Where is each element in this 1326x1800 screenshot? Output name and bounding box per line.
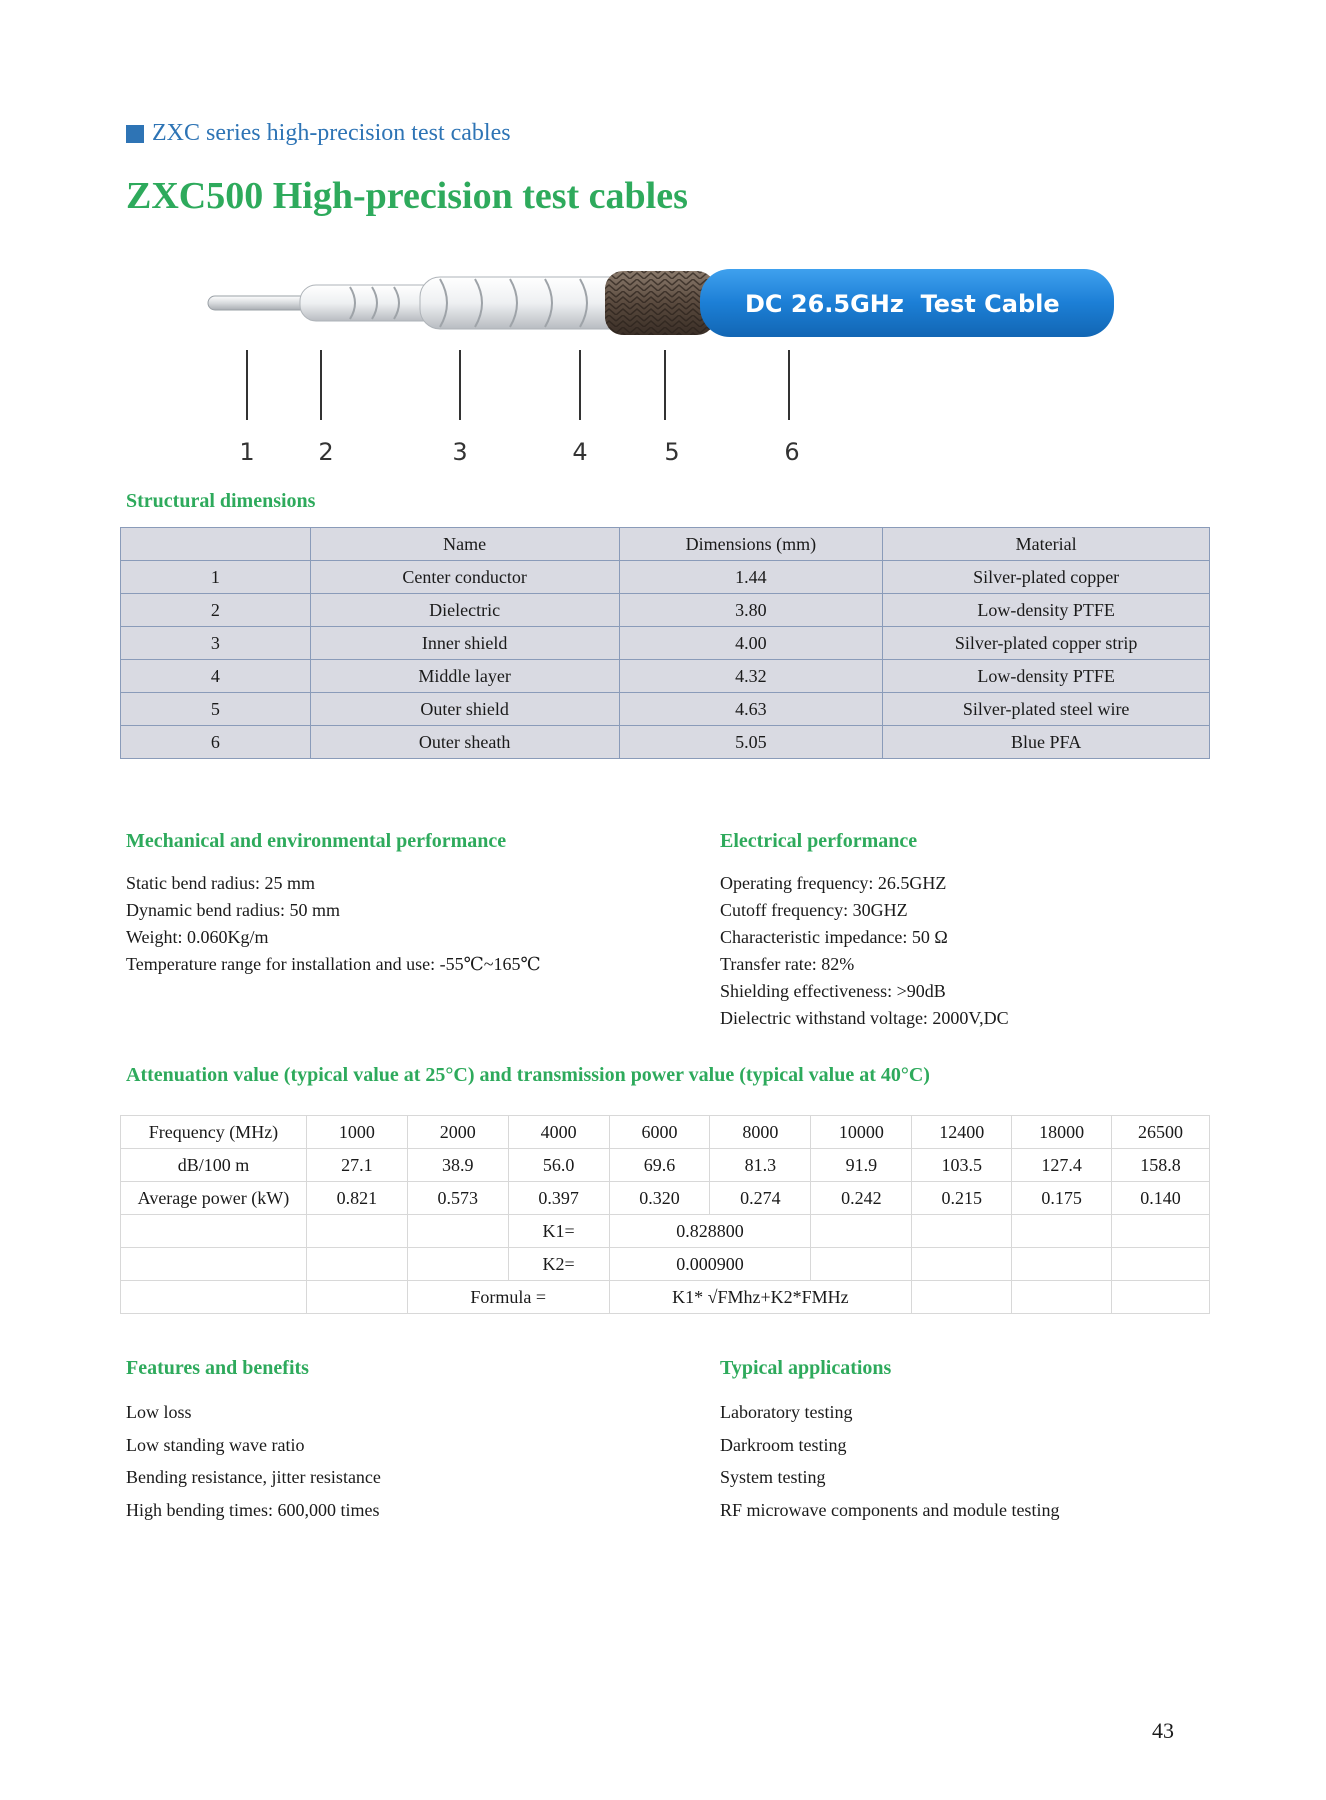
formula-label: Formula = — [407, 1281, 609, 1314]
table-cell: 2 — [121, 594, 311, 627]
table-cell: 91.9 — [811, 1149, 912, 1182]
table-cell: 0.175 — [1012, 1182, 1112, 1215]
table-cell: 5.05 — [619, 726, 883, 759]
table-cell: 6 — [121, 726, 311, 759]
table-cell: 8000 — [710, 1116, 811, 1149]
features-heading: Features and benefits — [126, 1357, 309, 1379]
table-cell: Middle layer — [310, 660, 619, 693]
table-cell: 0.397 — [508, 1182, 609, 1215]
k1-value: 0.828800 — [609, 1215, 811, 1248]
mechanical-list — [126, 870, 541, 978]
table-cell: 18000 — [1012, 1116, 1112, 1149]
column-header: Name — [310, 528, 619, 561]
table-cell: 0.320 — [609, 1182, 710, 1215]
electrical-heading: Electrical performance — [720, 830, 918, 852]
k2-value: 0.000900 — [609, 1248, 811, 1281]
k2-label: K2= — [508, 1248, 609, 1281]
table-cell: 0.274 — [710, 1182, 811, 1215]
series-heading-text: ZXC series high-precision test cables — [152, 120, 511, 146]
frequency-row — [121, 1116, 1210, 1149]
table-cell: Center conductor — [310, 561, 619, 594]
table-cell: 81.3 — [710, 1149, 811, 1182]
list-item: Transfer rate: 82% — [720, 954, 855, 974]
db-row — [121, 1149, 1210, 1182]
callout-lines — [247, 350, 789, 420]
list-item: Shielding effectiveness: >90dB — [720, 981, 946, 1001]
cable-structure-figure — [0, 255, 1326, 475]
table-row — [121, 693, 1210, 726]
electrical-list — [720, 870, 1009, 1032]
power-row — [121, 1182, 1210, 1215]
callout-1: 1 — [239, 438, 255, 466]
column-header: Dimensions (mm) — [619, 528, 883, 561]
table-cell: 4000 — [508, 1116, 609, 1149]
table-cell: Inner shield — [310, 627, 619, 660]
page-number: 43 — [1152, 1718, 1174, 1743]
table-cell: 103.5 — [912, 1149, 1012, 1182]
table-cell: 27.1 — [306, 1149, 407, 1182]
table-cell: 56.0 — [508, 1149, 609, 1182]
list-item: Low loss — [126, 1402, 192, 1422]
column-header — [121, 528, 311, 561]
dielectric-layer — [300, 285, 440, 321]
row-label: Frequency (MHz) — [121, 1116, 307, 1149]
table-cell: 1 — [121, 561, 311, 594]
applications-heading: Typical applications — [720, 1357, 892, 1379]
series-heading — [126, 120, 511, 147]
table-cell: 38.9 — [407, 1149, 508, 1182]
table-row — [121, 561, 1210, 594]
callout-6: 6 — [784, 438, 800, 466]
table-cell: 0.140 — [1112, 1182, 1210, 1215]
list-item: Characteristic impedance: 50 Ω — [720, 927, 948, 947]
table-cell: 1.44 — [619, 561, 883, 594]
table-cell: 158.8 — [1112, 1149, 1210, 1182]
callout-4: 4 — [572, 438, 588, 466]
table-cell: Outer sheath — [310, 726, 619, 759]
list-item: Dynamic bend radius: 50 mm — [126, 900, 340, 920]
list-item: High bending times: 600,000 times — [126, 1499, 380, 1520]
table-cell: 0.242 — [811, 1182, 912, 1215]
table-row — [121, 726, 1210, 759]
list-item: Temperature range for installation and use: -55℃~165℃ — [126, 954, 541, 974]
table-cell: 10000 — [811, 1116, 912, 1149]
attenuation-table — [120, 1115, 1210, 1314]
row-label: Average power (kW) — [121, 1182, 307, 1215]
k2-row — [121, 1248, 1210, 1281]
k1-label: K1= — [508, 1215, 609, 1248]
table-row — [121, 627, 1210, 660]
table-cell: Low-density PTFE — [883, 660, 1210, 693]
table-cell: Low-density PTFE — [883, 594, 1210, 627]
table-cell: Dielectric — [310, 594, 619, 627]
table-cell: 3 — [121, 627, 311, 660]
table-header-row — [121, 528, 1210, 561]
table-cell: 3.80 — [619, 594, 883, 627]
square-bullet-icon — [126, 125, 144, 143]
cable-label: DC 26.5GHz Test Cable — [745, 290, 1060, 318]
table-cell: 0.573 — [407, 1182, 508, 1215]
callout-5: 5 — [664, 438, 680, 466]
table-cell: 2000 — [407, 1116, 508, 1149]
k1-row — [121, 1215, 1210, 1248]
table-cell: 4 — [121, 660, 311, 693]
table-cell: Blue PFA — [883, 726, 1210, 759]
structural-table — [120, 527, 1210, 759]
mechanical-heading: Mechanical and environmental performance — [126, 830, 507, 852]
table-cell: Silver-plated copper — [883, 561, 1210, 594]
formula-row — [121, 1281, 1210, 1314]
attenuation-heading: Attenuation value (typical value at 25°C) and transmission power value (typical value at 40°C) — [126, 1064, 930, 1086]
table-cell: 4.63 — [619, 693, 883, 726]
list-item: Low standing wave ratio — [126, 1434, 305, 1455]
list-item: System testing — [720, 1467, 826, 1487]
table-row — [121, 660, 1210, 693]
callout-2: 2 — [318, 438, 334, 466]
applications-list — [720, 1396, 1059, 1526]
column-header: Material — [883, 528, 1210, 561]
table-cell: 5 — [121, 693, 311, 726]
list-item: Static bend radius: 25 mm — [126, 873, 315, 893]
table-cell: 1000 — [306, 1116, 407, 1149]
table-cell: Silver-plated copper strip — [883, 627, 1210, 660]
table-cell: 4.00 — [619, 627, 883, 660]
list-item: Darkroom testing — [720, 1434, 847, 1455]
table-cell: 6000 — [609, 1116, 710, 1149]
features-list — [126, 1396, 381, 1526]
structural-heading: Structural dimensions — [126, 490, 316, 512]
formula-value: K1* √FMhz+K2*FMHz — [609, 1281, 912, 1314]
row-label: dB/100 m — [121, 1149, 307, 1182]
table-cell: Outer shield — [310, 693, 619, 726]
table-cell: 12400 — [912, 1116, 1012, 1149]
callout-3: 3 — [452, 438, 468, 466]
page-title: ZXC500 High-precision test cables — [126, 175, 688, 217]
table-cell: 0.821 — [306, 1182, 407, 1215]
table-cell: 26500 — [1112, 1116, 1210, 1149]
list-item: Weight: 0.060Kg/m — [126, 927, 269, 947]
list-item: Cutoff frequency: 30GHZ — [720, 900, 908, 920]
table-row — [121, 594, 1210, 627]
list-item: Operating frequency: 26.5GHZ — [720, 873, 947, 893]
list-item: Dielectric withstand voltage: 2000V,DC — [720, 1008, 1009, 1028]
table-cell: 0.215 — [912, 1182, 1012, 1215]
table-cell: 127.4 — [1012, 1149, 1112, 1182]
table-cell: 4.32 — [619, 660, 883, 693]
table-cell: Silver-plated steel wire — [883, 693, 1210, 726]
list-item: Laboratory testing — [720, 1402, 853, 1422]
list-item: Bending resistance, jitter resistance — [126, 1467, 381, 1487]
list-item: RF microwave components and module testing — [720, 1499, 1060, 1520]
table-cell: 69.6 — [609, 1149, 710, 1182]
